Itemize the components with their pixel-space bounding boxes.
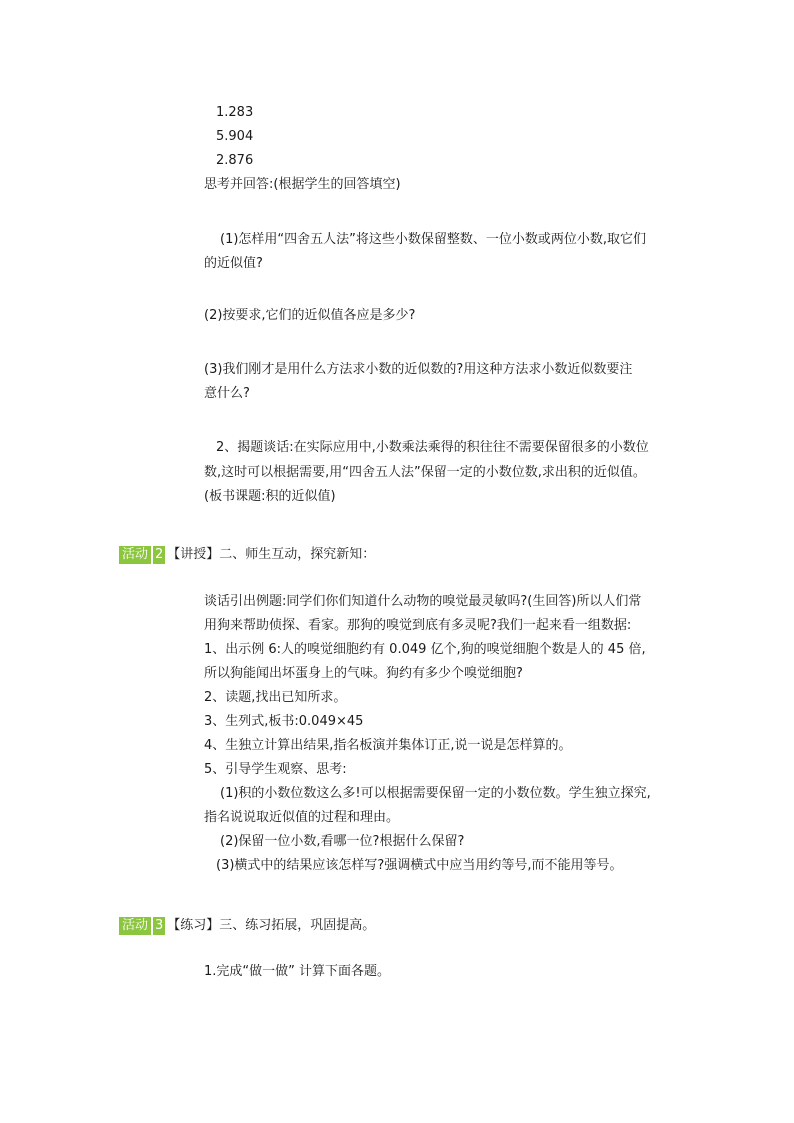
number-3: 2.876: [216, 153, 254, 168]
question-1-line2: 的近似值?: [204, 256, 263, 271]
activity-2-line-1: 谈话引出例题:同学们你们知道什么动物的嗅觉最灵敏吗?(生回答)所以人们常: [204, 594, 642, 609]
activity-2-line-7: 4、生独立计算出结果,指名板演并集体订正,说一说是怎样算的。: [204, 738, 572, 753]
activity-2-line-4: 所以狗能闻出坏蛋身上的气味。狗约有多少个嗅觉细胞?: [204, 666, 523, 681]
number-2: 5.904: [216, 129, 254, 144]
activity-2-line-3: 1、出示例 6:人的嗅觉细胞约有 0.049 亿个,狗的嗅觉细胞个数是人的 45 倍,: [204, 642, 646, 657]
question-2: (2)按要求,它们的近似值各应是多少?: [204, 308, 416, 323]
activity-2-line-11: (2)保留一位小数,看哪一位?根据什么保留?: [220, 834, 465, 849]
activity-3-line-1: 1.完成“做一做” 计算下面各题。: [204, 964, 391, 979]
activity-2-line-5: 2、读题,找出已知所求。: [204, 690, 347, 705]
reveal-line2: 数,这时可以根据需要,用“四舍五人法”保留一定的小数位数,求出积的近似值。: [204, 465, 646, 480]
activity-3-tag: 活动: [119, 917, 151, 935]
activity-3-heading: [119, 917, 375, 935]
activity-2-heading: [119, 546, 375, 564]
question-1-line1: (1)怎样用“四舍五人法”将这些小数保留整数、一位小数或两位小数,取它们: [220, 232, 647, 247]
activity-2-line-2: 用狗来帮助侦探、看家。那狗的嗅觉到底有多灵呢?我们一起来看一组数据:: [204, 618, 632, 633]
question-3-line2: 意什么?: [204, 386, 250, 401]
activity-2-line-9: (1)积的小数位数这么多!可以根据需要保留一定的小数位数。学生独立探究,: [220, 786, 651, 801]
think-prompt: 思考并回答:(根据学生的回答填空): [204, 177, 401, 192]
number-1: 1.283: [216, 105, 254, 120]
activity-2-line-10: 指名说说取近似值的过程和理由。: [204, 810, 400, 825]
activity-2-line-8: 5、引导学生观察、思考:: [204, 762, 347, 777]
activity-2-line-12: (3)横式中的结果应该怎样写?强调横式中应当用约等号,而不能用等号。: [216, 858, 623, 873]
activity-2-title: 【讲授】二、师生互动，探究新知：: [167, 547, 376, 562]
activity-3-title: 【练习】三、练习拓展，巩固提高。: [167, 918, 376, 933]
activity-3-number: 3: [155, 918, 164, 933]
activity-2-line-6: 3、生列式,板书:0.049×45: [204, 714, 364, 729]
question-3-line1: (3)我们刚才是用什么方法求小数的近似数的?用这种方法求小数近似数要注: [204, 362, 633, 377]
reveal-line1: 2、揭题谈话:在实际应用中,小数乘法乘得的积往往不需要保留很多的小数位: [216, 440, 649, 455]
reveal-line3: (板书课题:积的近似值): [204, 489, 336, 504]
activity-2-tag: 活动: [119, 546, 151, 564]
activity-2-number: 2: [155, 547, 164, 562]
